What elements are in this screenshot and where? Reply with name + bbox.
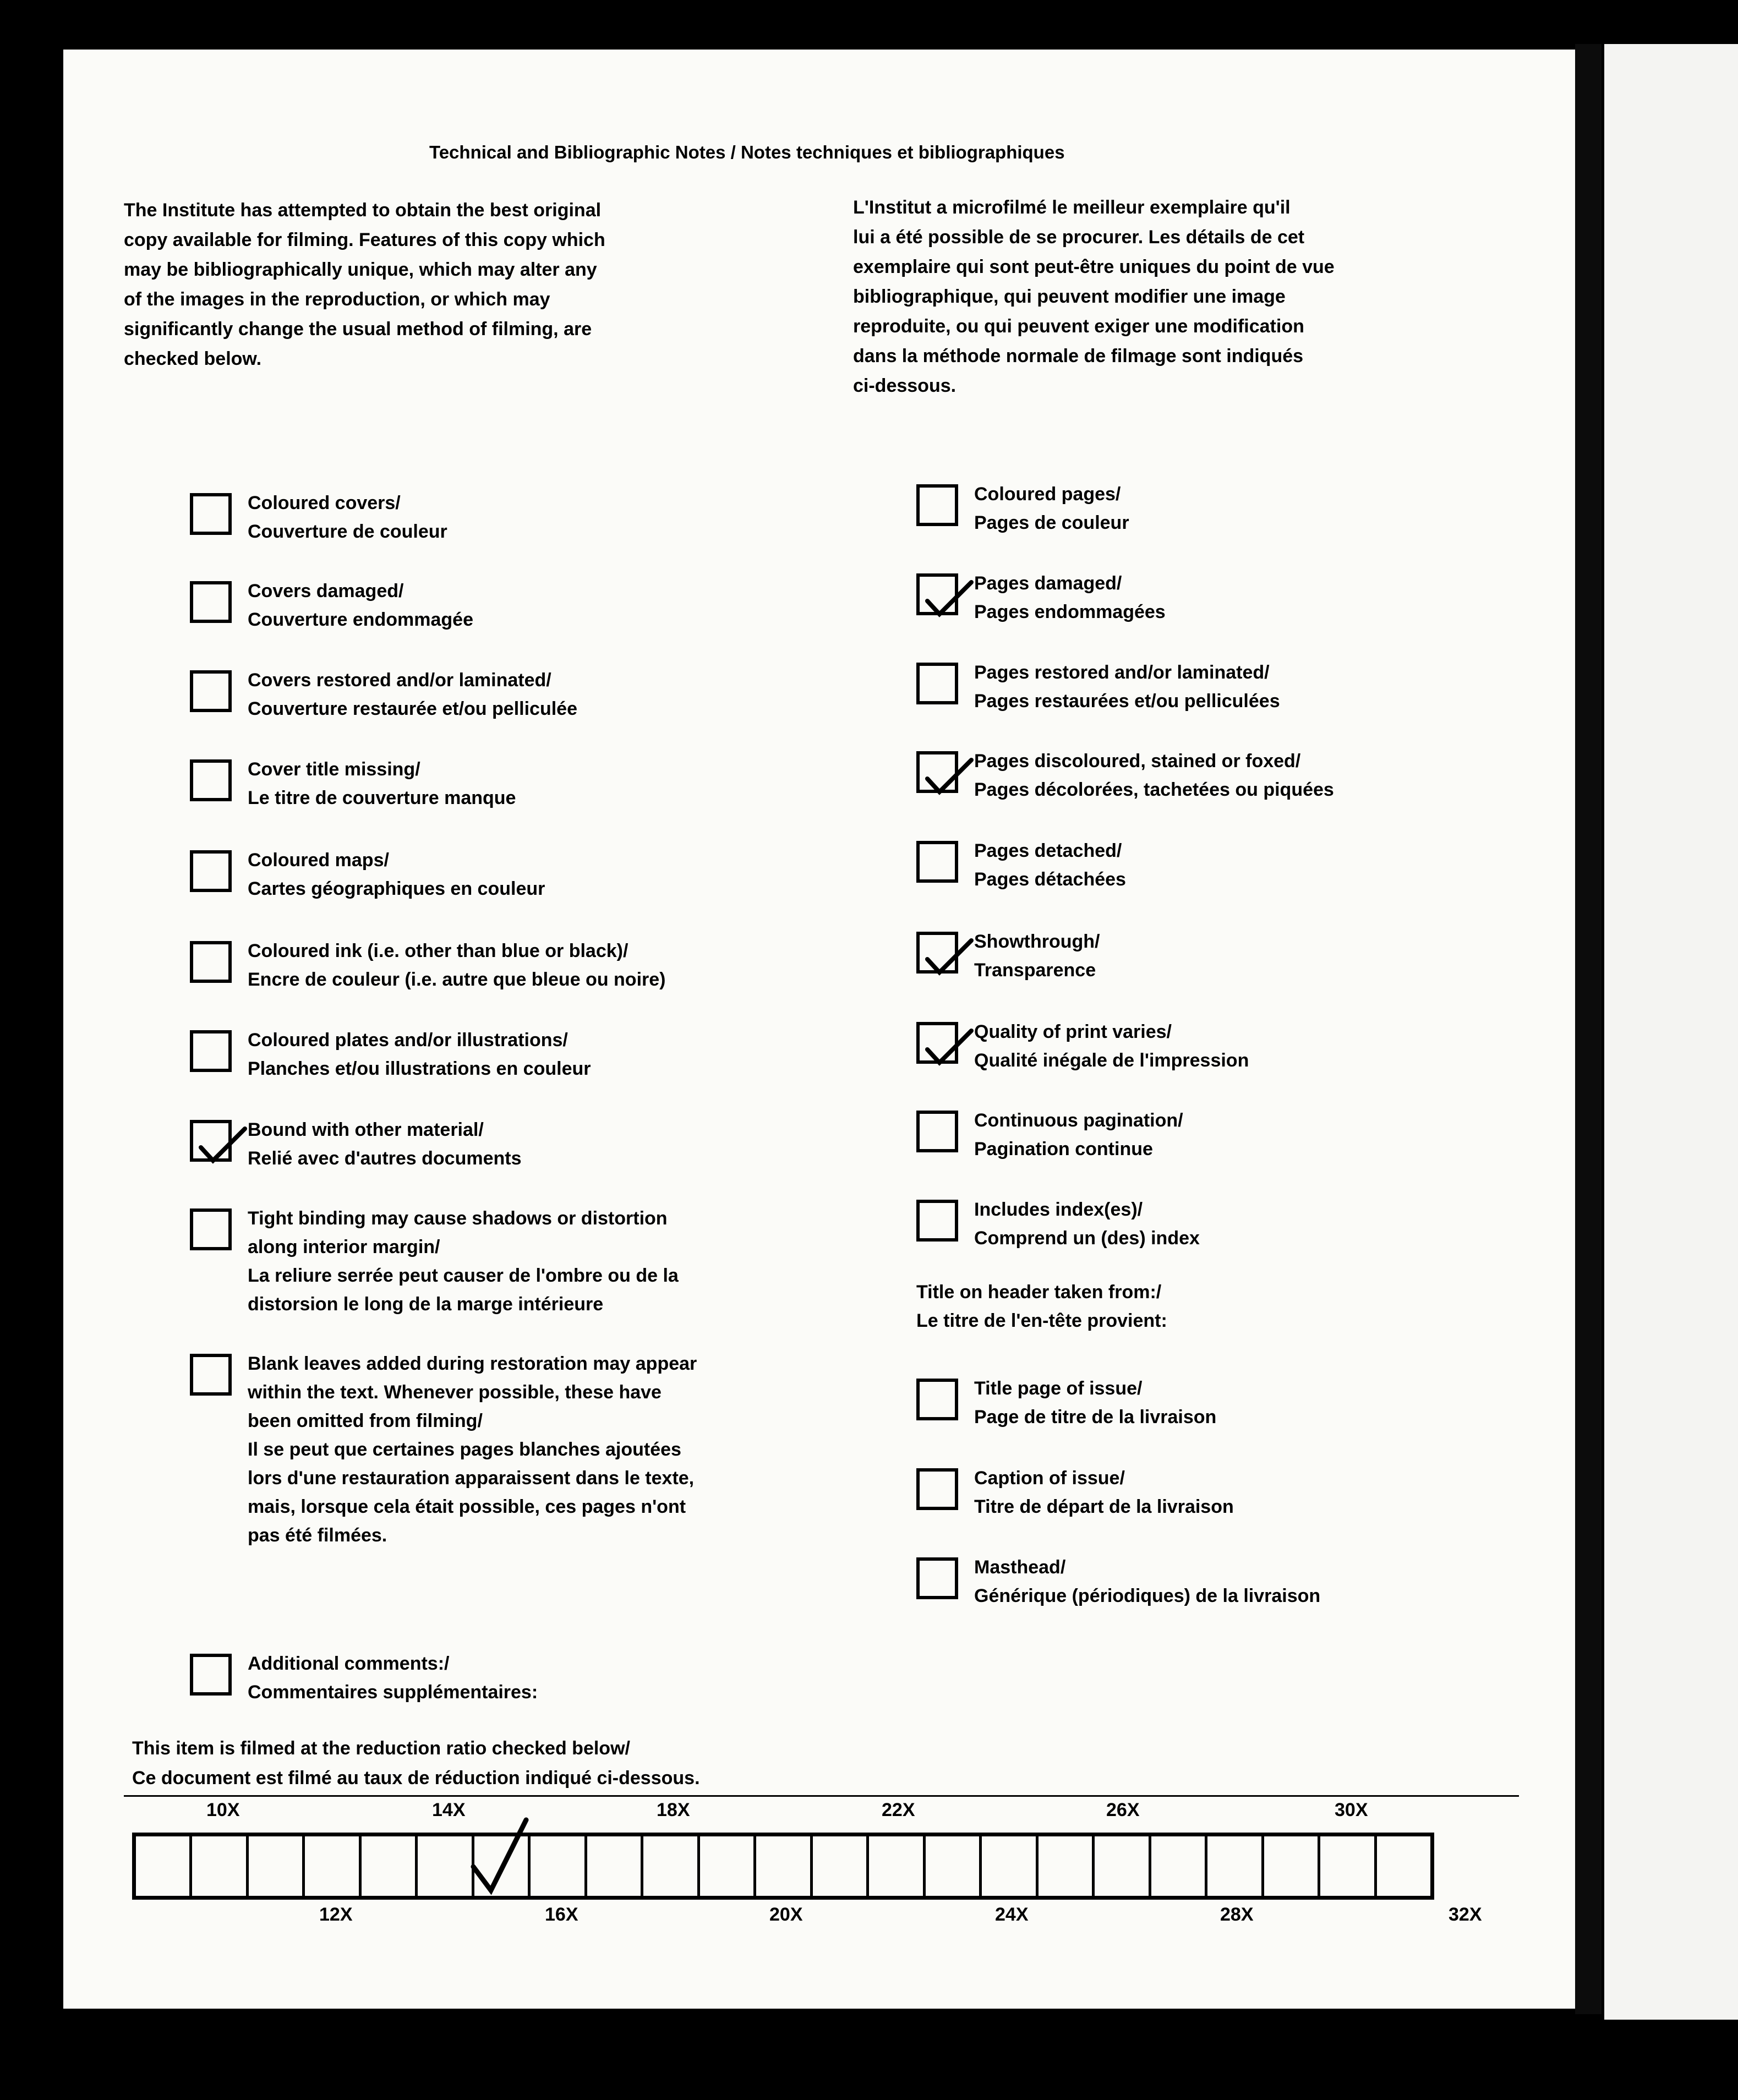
ratio-label-bottom: 28X	[1220, 1904, 1254, 1925]
ratio-cell[interactable]	[305, 1836, 361, 1896]
left-checkbox[interactable]	[190, 581, 232, 623]
right-checkbox[interactable]	[916, 484, 958, 526]
left-label: Additional comments:/ Commentaires supplémentaires:	[248, 1653, 538, 1703]
left-checkbox[interactable]	[190, 1030, 232, 1072]
right-checkbox[interactable]	[916, 1022, 958, 1064]
left-label: Coloured plates and/or illustrations/ Planches et/ou illustrations en couleur	[248, 1030, 591, 1079]
left-checkbox[interactable]	[190, 850, 232, 892]
adjacent-page	[1604, 44, 1738, 2020]
right-checkbox[interactable]	[916, 1379, 958, 1420]
ratio-cell[interactable]	[1320, 1836, 1376, 1896]
ratio-label-top: 18X	[657, 1800, 690, 1820]
intro-english: The Institute has attempted to obtain the best original copy available for filming. Features of this copy which may be bibliographically unique, which may alter any of the images in the reproduction, or which may significantly change the usual method of filming, are checked below.	[124, 200, 605, 369]
ratio-cell[interactable]	[136, 1836, 192, 1896]
right-label: Includes index(es)/ Comprend un (des) index	[974, 1199, 1200, 1249]
ratio-label-bottom: 12X	[319, 1904, 353, 1925]
ratio-rule	[124, 1795, 1519, 1797]
left-label: Coloured covers/ Couverture de couleur	[248, 493, 447, 542]
ratio-cell[interactable]	[418, 1836, 474, 1896]
left-label: Covers restored and/or laminated/ Couverture restaurée et/ou pelliculée	[248, 670, 577, 719]
left-checkbox[interactable]	[190, 1354, 232, 1396]
ratio-cell[interactable]	[249, 1836, 305, 1896]
right-label: Pages restored and/or laminated/ Pages restaurées et/ou pelliculées	[974, 662, 1280, 712]
ratio-label-bottom: 32X	[1449, 1904, 1482, 1925]
right-checkbox[interactable]	[916, 751, 958, 793]
ratio-label-top: 22X	[882, 1800, 915, 1820]
ratio-label-top: 14X	[432, 1800, 466, 1820]
ratio-cell[interactable]	[1377, 1836, 1430, 1896]
right-label: Caption of issue/ Titre de départ de la livraison	[974, 1468, 1234, 1517]
ratio-cell[interactable]	[813, 1836, 869, 1896]
right-label: Pages damaged/ Pages endommagées	[974, 573, 1166, 622]
left-label: Coloured ink (i.e. other than blue or black)/ Encre de couleur (i.e. autre que bleue ou noire)	[248, 940, 666, 990]
header-note: Title on header taken from:/ Le titre de l'en-tête provient:	[916, 1282, 1167, 1331]
ratio-cell[interactable]	[869, 1836, 925, 1896]
checkmark-icon	[469, 1814, 529, 1897]
left-checkbox[interactable]	[190, 1120, 232, 1162]
right-checkbox[interactable]	[916, 841, 958, 883]
ratio-label-bottom: 16X	[545, 1904, 578, 1925]
ratio-cell[interactable]	[362, 1836, 418, 1896]
right-label: Pages detached/ Pages détachées	[974, 840, 1126, 890]
right-checkbox[interactable]	[916, 932, 958, 974]
ratio-cell[interactable]	[1095, 1836, 1151, 1896]
reduction-ratio-note: This item is filmed at the reduction ratio checked below/ Ce document est filmé au taux de réduction indiqué ci-dessous.	[132, 1738, 700, 1789]
right-label: Coloured pages/ Pages de couleur	[974, 484, 1129, 533]
ratio-cell[interactable]	[587, 1836, 643, 1896]
left-checkbox[interactable]	[190, 941, 232, 983]
ratio-label-bottom: 20X	[769, 1904, 803, 1925]
right-checkbox[interactable]	[916, 1557, 958, 1599]
left-label: Coloured maps/ Cartes géographiques en couleur	[248, 850, 545, 899]
ratio-cell[interactable]	[1151, 1836, 1207, 1896]
right-checkbox[interactable]	[916, 573, 958, 615]
ratio-cell[interactable]	[192, 1836, 248, 1896]
ratio-label-top: 10X	[206, 1800, 240, 1820]
right-label: Pages discoloured, stained or foxed/ Pages décolorées, tachetées ou piquées	[974, 751, 1334, 800]
right-checkbox[interactable]	[916, 663, 958, 704]
left-label: Cover title missing/ Le titre de couverture manque	[248, 759, 516, 808]
left-label: Covers damaged/ Couverture endommagée	[248, 581, 473, 630]
adjacent-page-edge	[1575, 44, 1602, 2014]
left-checkbox[interactable]	[190, 1208, 232, 1250]
ratio-label-top: 26X	[1106, 1800, 1140, 1820]
left-label: Tight binding may cause shadows or distortion along interior margin/ La reliure serrée peut causer de l'ombre ou de la distorsion le long de la marge intérieure	[248, 1208, 679, 1315]
right-label: Quality of print varies/ Qualité inégale de l'impression	[974, 1021, 1249, 1071]
left-checkbox[interactable]	[190, 493, 232, 535]
ratio-label-top: 30X	[1335, 1800, 1368, 1820]
right-checkbox[interactable]	[916, 1111, 958, 1152]
ratio-cell[interactable]	[643, 1836, 699, 1896]
ratio-cell[interactable]	[474, 1836, 531, 1896]
right-label: Masthead/ Générique (périodiques) de la livraison	[974, 1557, 1321, 1606]
left-label: Blank leaves added during restoration may appear within the text. Whenever possible, these have been omitted from filming/ Il se peut que certaines pages blanches ajoutées lors d'une restauration apparaissent dans le texte, mais, lorsque cela était possible, ces pages n'ont pas été filmées.	[248, 1353, 697, 1546]
ratio-label-bottom: 24X	[995, 1904, 1029, 1925]
left-checkbox[interactable]	[190, 670, 232, 712]
ratio-cell[interactable]	[531, 1836, 587, 1896]
ratio-cell[interactable]	[1207, 1836, 1264, 1896]
ratio-cell[interactable]	[926, 1836, 982, 1896]
ratio-cell[interactable]	[700, 1836, 756, 1896]
right-checkbox[interactable]	[916, 1200, 958, 1242]
left-label: Bound with other material/ Relié avec d'autres documents	[248, 1119, 522, 1169]
ratio-cell[interactable]	[982, 1836, 1038, 1896]
left-checkbox[interactable]	[190, 1654, 232, 1696]
right-label: Continuous pagination/ Pagination continue	[974, 1110, 1183, 1160]
right-checkbox[interactable]	[916, 1468, 958, 1510]
ratio-cell[interactable]	[1264, 1836, 1320, 1896]
right-label: Title page of issue/ Page de titre de la livraison	[974, 1378, 1217, 1428]
left-checkbox[interactable]	[190, 759, 232, 801]
ratio-cell[interactable]	[756, 1836, 812, 1896]
page-title: Technical and Bibliographic Notes / Notes techniques et bibliographiques	[429, 142, 1065, 162]
reduction-ratio-grid	[132, 1833, 1434, 1900]
right-label: Showthrough/ Transparence	[974, 931, 1100, 981]
ratio-cell[interactable]	[1039, 1836, 1095, 1896]
intro-french: L'Institut a microfilmé le meilleur exemplaire qu'il lui a été possible de se procurer. Les détails de cet exemplaire qui sont peut-être uniques du point de vue bibliographique, qui peuvent modifier une image reproduite, ou qui peuvent exiger une modification dans la méthode normale de filmage sont indiqués ci-dessous.	[853, 197, 1335, 396]
